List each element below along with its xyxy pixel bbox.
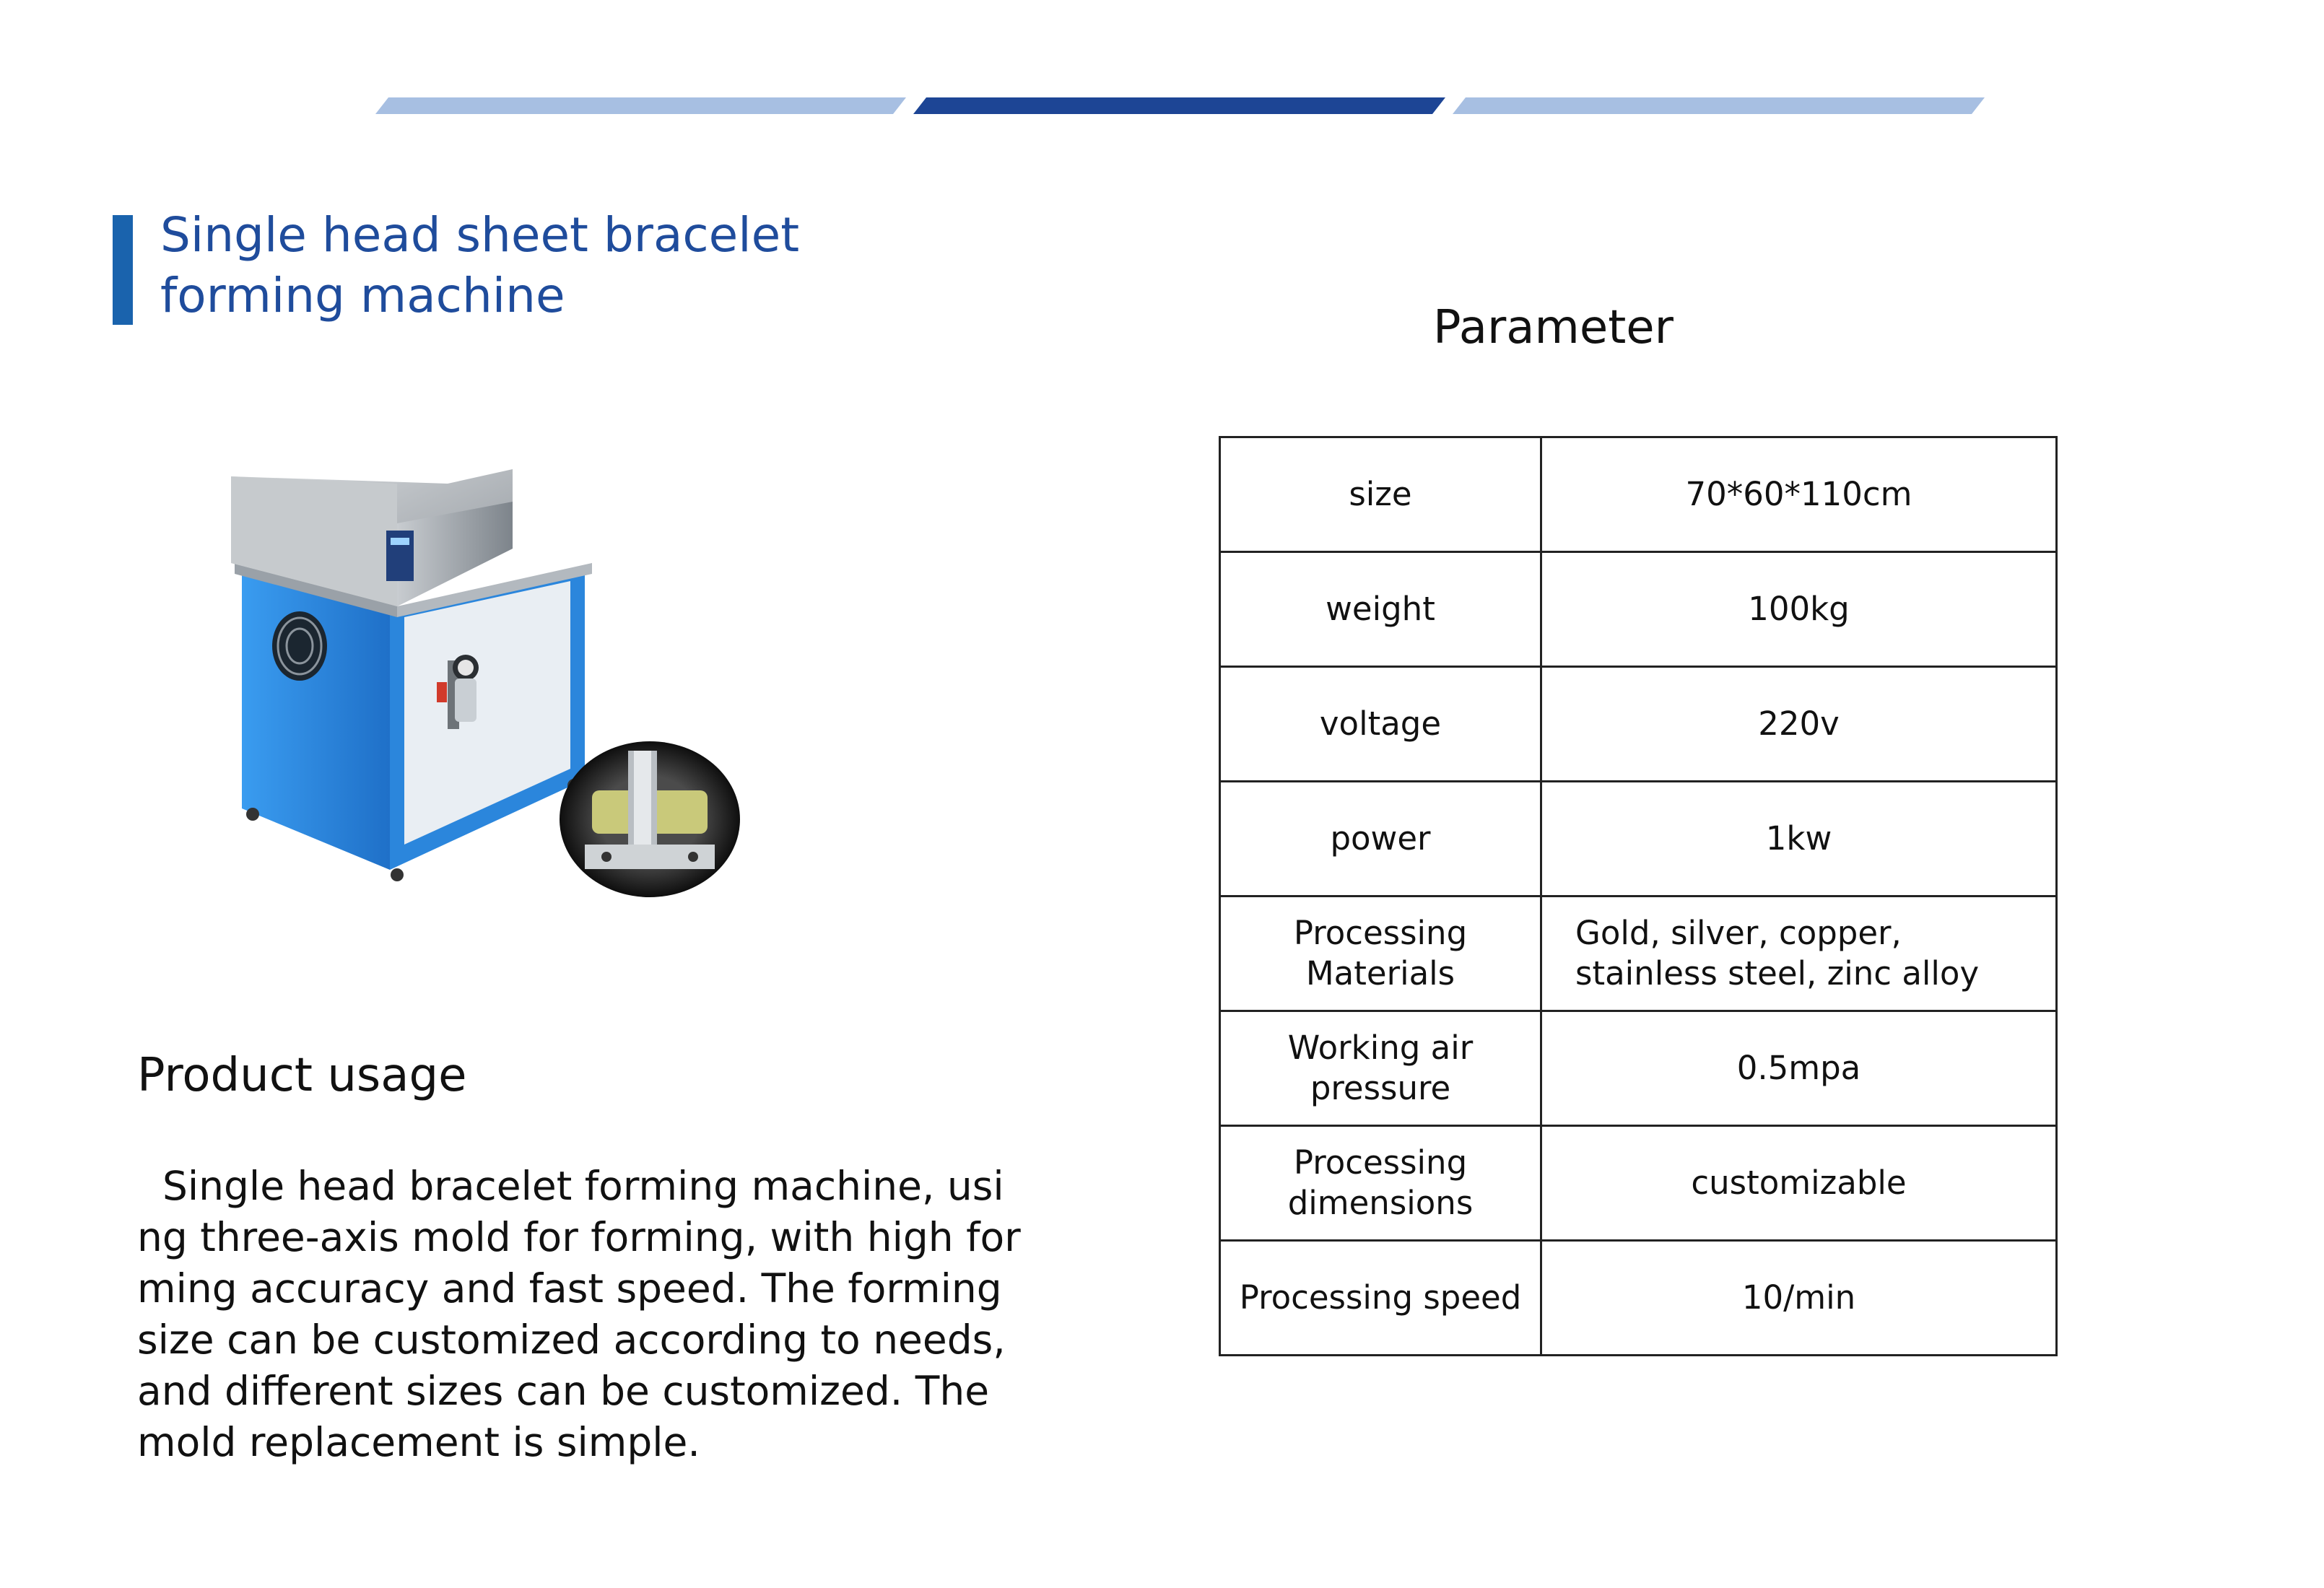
mold-detail-inset (560, 741, 740, 897)
table-row (1220, 1241, 2057, 1356)
usage-heading: Product usage (137, 1049, 467, 1102)
fan-grill-icon (272, 611, 327, 681)
param-label: size (1220, 437, 1541, 552)
header-stripe-right (1453, 97, 1985, 114)
parameter-heading: Parameter (1433, 301, 1674, 354)
table-row (1220, 782, 2057, 896)
machine-photo (180, 462, 773, 938)
param-label: weight (1220, 552, 1541, 667)
header-stripe-center (913, 97, 1445, 114)
param-label: voltage (1220, 667, 1541, 782)
param-value: 10/min (1541, 1241, 2057, 1356)
page-title: Single head sheet bracelet forming machine (160, 207, 800, 323)
table-row (1220, 552, 2057, 667)
table-row (1220, 1011, 2057, 1126)
header-stripe-left (375, 97, 906, 114)
param-label: Working air pressure (1220, 1011, 1541, 1126)
param-label: Processing Materials (1220, 896, 1541, 1011)
param-label: Processing dimensions (1220, 1126, 1541, 1241)
parameter-table (1219, 436, 2058, 1356)
param-value: 70*60*110cm (1541, 437, 2057, 552)
machine-cabinet (235, 563, 592, 870)
param-label: Processing speed (1220, 1241, 1541, 1356)
param-value: 100kg (1541, 552, 2057, 667)
param-value: 1kw (1541, 782, 2057, 896)
param-value: Gold, silver, copper, stainless steel, zinc alloy (1541, 896, 2057, 1011)
param-value: customizable (1541, 1126, 2057, 1241)
usage-description: Single head bracelet forming machine, using three-axis mold for forming, with high forming accuracy and fast speed. The forming size can be customized according to needs, and different sizes can be customized. The mold replacement is simple. (137, 1163, 1021, 1465)
table-row (1220, 896, 2057, 1011)
table-row (1220, 667, 2057, 782)
table-row (1220, 437, 2057, 552)
param-value: 220v (1541, 667, 2057, 782)
title-accent-bar (113, 215, 133, 325)
table-row (1220, 1126, 2057, 1241)
param-value: 0.5mpa (1541, 1011, 2057, 1126)
param-label: power (1220, 782, 1541, 896)
